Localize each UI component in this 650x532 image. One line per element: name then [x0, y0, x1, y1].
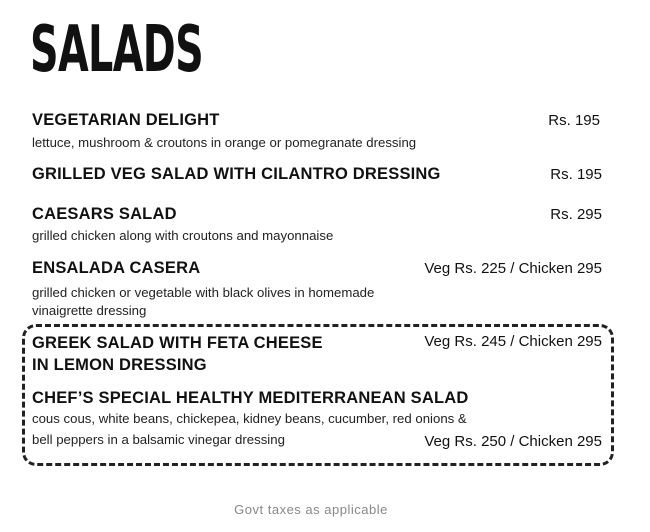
item-name: CAESARS SALAD	[32, 205, 177, 223]
item-name: VEGETARIAN DELIGHT	[32, 111, 220, 129]
special-description: cous cous, white beans, chickepea, kidney beans, cucumber, red onions &	[32, 411, 467, 426]
special-description: bell peppers in a balsamic vinegar dressing	[32, 432, 285, 447]
section-title: SALADS	[30, 13, 204, 87]
special-name: GREEK SALAD WITH FETA CHEESE	[32, 334, 323, 352]
special-name: IN LEMON DRESSING	[32, 356, 207, 374]
item-price: Rs. 195	[550, 166, 602, 183]
footer-note: Govt taxes as applicable	[234, 502, 388, 517]
item-price: Rs. 195	[548, 112, 600, 129]
special-price: Veg Rs. 250 / Chicken 295	[424, 433, 602, 450]
special-name: CHEF’S SPECIAL HEALTHY MEDITERRANEAN SALAD	[32, 389, 469, 407]
item-description: lettuce, mushroom & croutons in orange or pomegranate dressing	[32, 135, 417, 150]
item-price: Rs. 295	[550, 206, 602, 223]
special-price: Veg Rs. 245 / Chicken 295	[424, 333, 602, 350]
item-description: vinaigrette dressing	[32, 303, 147, 318]
item-name: GRILLED VEG SALAD WITH CILANTRO DRESSING	[32, 165, 441, 183]
item-price: Veg Rs. 225 / Chicken 295	[424, 260, 602, 277]
item-description: grilled chicken or vegetable with black olives in homemade	[32, 285, 375, 300]
item-description: grilled chicken along with croutons and mayonnaise	[32, 228, 334, 243]
item-name: ENSALADA CASERA	[32, 259, 201, 277]
